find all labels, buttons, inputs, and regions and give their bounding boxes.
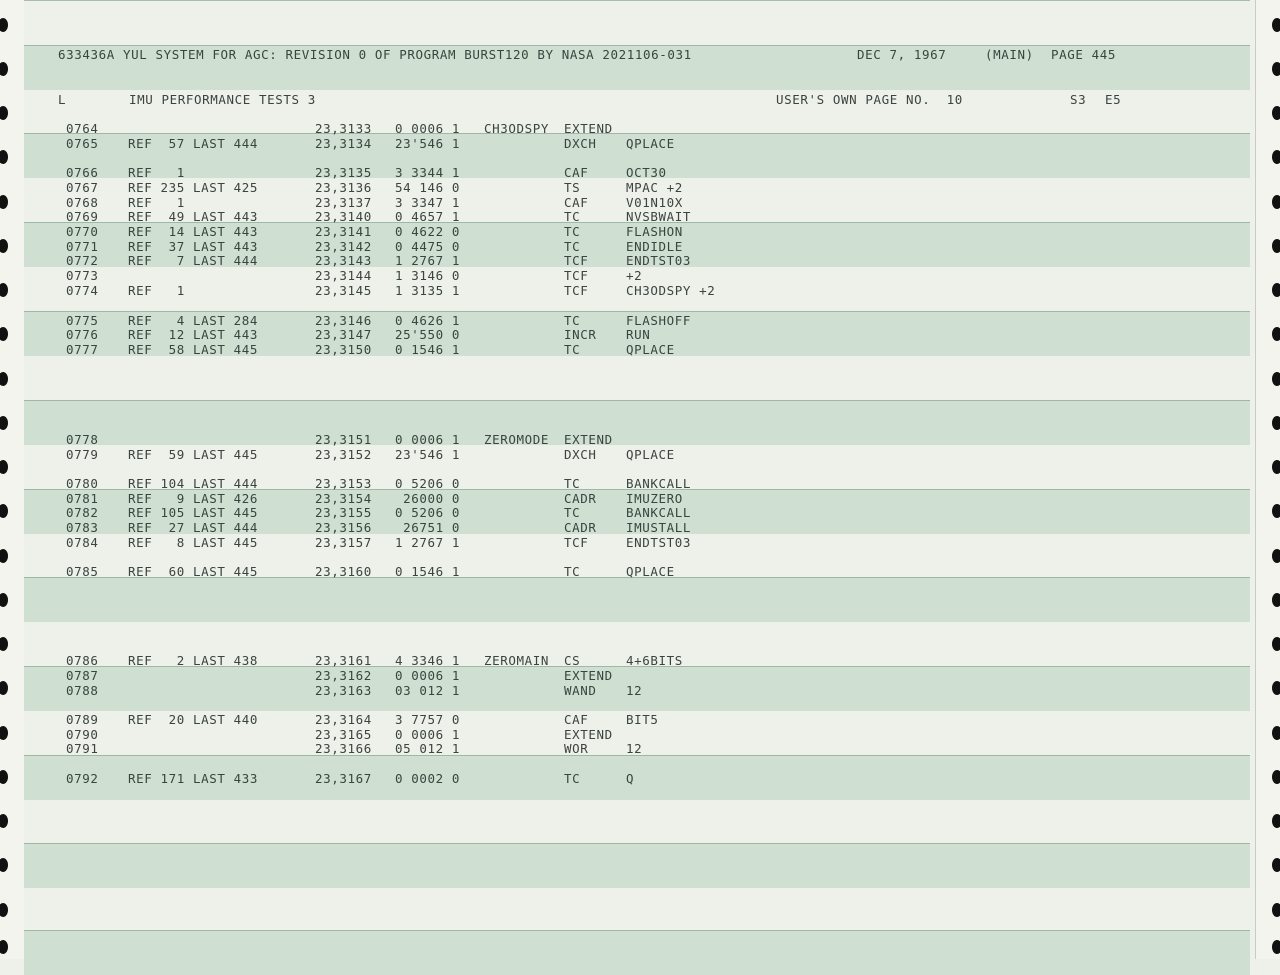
symbol-label: ZEROMAIN <box>484 653 550 668</box>
address: 23,3165 <box>315 727 372 742</box>
opcode: TCF <box>564 268 589 283</box>
ref-column: REF 104 LAST 444 <box>128 476 259 491</box>
octal-code: 3 3347 1 <box>395 195 461 210</box>
octal-code: 26751 0 <box>395 520 461 535</box>
operand: RUN <box>626 327 651 342</box>
operand: +2 <box>626 268 643 283</box>
operand: ENDIDLE <box>626 239 683 254</box>
opcode: WOR <box>564 741 589 756</box>
sprocket-hole <box>0 150 8 164</box>
octal-code: 0 1546 1 <box>395 564 461 579</box>
address: 23,3153 <box>315 476 372 491</box>
line-number: 0789 <box>66 712 99 727</box>
sprocket-hole <box>1272 327 1280 341</box>
opcode: TS <box>564 180 581 195</box>
octal-code: 23'546 1 <box>395 136 461 151</box>
octal-code: 0 0002 0 <box>395 771 461 786</box>
octal-code: 0 5206 0 <box>395 505 461 520</box>
line-number: 0779 <box>66 447 99 462</box>
ref-column: REF 9 LAST 426 <box>128 491 259 506</box>
line-number: 0773 <box>66 268 99 283</box>
opcode: DXCH <box>564 136 597 151</box>
sprocket-hole <box>0 814 8 828</box>
sprocket-hole <box>0 372 8 386</box>
operand: NVSBWAIT <box>626 209 692 224</box>
address: 23,3134 <box>315 136 372 151</box>
line-number: 0769 <box>66 209 99 224</box>
opcode: CS <box>564 653 581 668</box>
sprocket-hole <box>0 549 8 563</box>
sprocket-hole <box>1272 637 1280 651</box>
address: 23,3146 <box>315 313 372 328</box>
ref-column: REF 105 LAST 445 <box>128 505 259 520</box>
operand: FLASHOFF <box>626 313 692 328</box>
sprocket-hole <box>0 460 8 474</box>
green-bar <box>24 930 1250 975</box>
address: 23,3156 <box>315 520 372 535</box>
sprocket-hole <box>1272 770 1280 784</box>
sprocket-hole <box>1272 940 1280 954</box>
operand: FLASHON <box>626 224 683 239</box>
ref-column: REF 58 LAST 445 <box>128 342 259 357</box>
sprocket-hole <box>0 62 8 76</box>
line-number: 0775 <box>66 313 99 328</box>
ref-column: REF 7 LAST 444 <box>128 253 259 268</box>
octal-code: 0 4475 0 <box>395 239 461 254</box>
operand: IMUSTALL <box>626 520 692 535</box>
ref-column: REF 1 <box>128 165 185 180</box>
sprocket-hole <box>1272 150 1280 164</box>
ref-column: REF 57 LAST 444 <box>128 136 259 151</box>
operand: QPLACE <box>626 564 675 579</box>
line-number: 0781 <box>66 491 99 506</box>
octal-code: 3 3344 1 <box>395 165 461 180</box>
sprocket-hole <box>0 283 8 297</box>
operand: BANKCALL <box>626 476 692 491</box>
operand: 12 <box>626 683 643 698</box>
octal-code: 0 5206 0 <box>395 476 461 491</box>
octal-code: 1 3146 0 <box>395 268 461 283</box>
sprocket-hole <box>1272 903 1280 917</box>
sprocket-hole <box>0 593 8 607</box>
right-tractor-strip <box>1255 0 1280 959</box>
opcode: TC <box>564 224 581 239</box>
line-number: 0768 <box>66 195 99 210</box>
address: 23,3155 <box>315 505 372 520</box>
octal-code: 23'546 1 <box>395 447 461 462</box>
line-number: 0783 <box>66 520 99 535</box>
octal-code: 0 1546 1 <box>395 342 461 357</box>
main-marker: (MAIN) <box>985 47 1034 62</box>
octal-code: 0 0006 1 <box>395 432 461 447</box>
opcode: TCF <box>564 535 589 550</box>
print-date: DEC 7, 1967 <box>857 47 947 62</box>
line-number: 0772 <box>66 253 99 268</box>
ref-column: REF 8 LAST 445 <box>128 535 259 550</box>
s3-marker: S3 <box>1070 92 1087 107</box>
sprocket-hole <box>0 726 8 740</box>
opcode: WAND <box>564 683 597 698</box>
sprocket-hole <box>1272 18 1280 32</box>
operand: CH3ODSPY +2 <box>626 283 716 298</box>
operand: ENDTST03 <box>626 535 692 550</box>
line-number: 0785 <box>66 564 99 579</box>
ref-column: REF 235 LAST 425 <box>128 180 259 195</box>
opcode: TCF <box>564 283 589 298</box>
address: 23,3144 <box>315 268 372 283</box>
line-number: 0788 <box>66 683 99 698</box>
address: 23,3143 <box>315 253 372 268</box>
opcode: CADR <box>564 491 597 506</box>
address: 23,3152 <box>315 447 372 462</box>
octal-code: 0 4657 1 <box>395 209 461 224</box>
ref-column: REF 59 LAST 445 <box>128 447 259 462</box>
sprocket-hole <box>1272 106 1280 120</box>
ref-column: REF 1 <box>128 195 185 210</box>
octal-code: 1 2767 1 <box>395 253 461 268</box>
ref-column: REF 1 <box>128 283 185 298</box>
address: 23,3154 <box>315 491 372 506</box>
address: 23,3140 <box>315 209 372 224</box>
octal-code: 25'550 0 <box>395 327 461 342</box>
ref-column: REF 14 LAST 443 <box>128 224 259 239</box>
green-bar <box>24 577 1250 622</box>
green-bar <box>24 843 1250 888</box>
octal-code: 0 4622 0 <box>395 224 461 239</box>
octal-code: 0 0006 1 <box>395 668 461 683</box>
octal-code: 0 4626 1 <box>395 313 461 328</box>
octal-code: 1 2767 1 <box>395 535 461 550</box>
operand: ENDTST03 <box>626 253 692 268</box>
address: 23,3137 <box>315 195 372 210</box>
address: 23,3150 <box>315 342 372 357</box>
opcode: INCR <box>564 327 597 342</box>
ref-column: REF 49 LAST 443 <box>128 209 259 224</box>
address: 23,3133 <box>315 121 372 136</box>
address: 23,3147 <box>315 327 372 342</box>
opcode: EXTEND <box>564 121 613 136</box>
sprocket-hole <box>0 18 8 32</box>
octal-code: 26000 0 <box>395 491 461 506</box>
address: 23,3142 <box>315 239 372 254</box>
sprocket-hole <box>0 327 8 341</box>
address: 23,3136 <box>315 180 372 195</box>
opcode: EXTEND <box>564 432 613 447</box>
ref-column: REF 2 LAST 438 <box>128 653 259 668</box>
sprocket-hole <box>0 770 8 784</box>
octal-code: 0 0006 1 <box>395 121 461 136</box>
line-number: 0764 <box>66 121 99 136</box>
operand: 4+6BITS <box>626 653 683 668</box>
ref-column: REF 27 LAST 444 <box>128 520 259 535</box>
opcode: TC <box>564 209 581 224</box>
line-number: 0776 <box>66 327 99 342</box>
octal-code: 4 3346 1 <box>395 653 461 668</box>
line-number: 0770 <box>66 224 99 239</box>
opcode: TC <box>564 771 581 786</box>
address: 23,3157 <box>315 535 372 550</box>
octal-code: 3 7757 0 <box>395 712 461 727</box>
sprocket-hole <box>0 195 8 209</box>
sprocket-hole <box>1272 726 1280 740</box>
octal-code: 05 012 1 <box>395 741 461 756</box>
opcode: CAF <box>564 712 589 727</box>
sprocket-hole <box>0 903 8 917</box>
operand: 12 <box>626 741 643 756</box>
ref-column: REF 12 LAST 443 <box>128 327 259 342</box>
sprocket-hole <box>1272 283 1280 297</box>
line-number: 0792 <box>66 771 99 786</box>
operand: V01N10X <box>626 195 683 210</box>
operand: QPLACE <box>626 136 675 151</box>
line-number: 0780 <box>66 476 99 491</box>
program-title: 633436A YUL SYSTEM FOR AGC: REVISION 0 OF PROGRAM BURST120 BY NASA 2021106-031 <box>58 47 692 62</box>
sprocket-hole <box>0 637 8 651</box>
line-number: 0782 <box>66 505 99 520</box>
address: 23,3163 <box>315 683 372 698</box>
line-number: 0778 <box>66 432 99 447</box>
octal-code: 0 0006 1 <box>395 727 461 742</box>
operand: BANKCALL <box>626 505 692 520</box>
left-tractor-strip <box>0 0 25 959</box>
operand: QPLACE <box>626 447 675 462</box>
sprocket-hole <box>1272 681 1280 695</box>
address: 23,3145 <box>315 283 372 298</box>
line-number: 0774 <box>66 283 99 298</box>
line-number: 0767 <box>66 180 99 195</box>
address: 23,3135 <box>315 165 372 180</box>
symbol-label: CH3ODSPY <box>484 121 550 136</box>
sprocket-hole <box>0 106 8 120</box>
opcode: TC <box>564 313 581 328</box>
opcode: CAF <box>564 195 589 210</box>
sprocket-hole <box>0 239 8 253</box>
opcode: TCF <box>564 253 589 268</box>
octal-code: 1 3135 1 <box>395 283 461 298</box>
opcode: TC <box>564 342 581 357</box>
operand: Q <box>626 771 635 786</box>
opcode: CADR <box>564 520 597 535</box>
sprocket-hole <box>0 416 8 430</box>
opcode: EXTEND <box>564 668 613 683</box>
users-page-number: USER'S OWN PAGE NO. 10 <box>776 92 963 107</box>
operand: OCT30 <box>626 165 667 180</box>
sprocket-hole <box>1272 504 1280 518</box>
line-number: 0771 <box>66 239 99 254</box>
ref-column: REF 4 LAST 284 <box>128 313 259 328</box>
opcode: EXTEND <box>564 727 613 742</box>
sprocket-hole <box>0 504 8 518</box>
opcode: TC <box>564 564 581 579</box>
opcode: DXCH <box>564 447 597 462</box>
line-number: 0777 <box>66 342 99 357</box>
octal-code: 54 146 0 <box>395 180 461 195</box>
sprocket-hole <box>1272 416 1280 430</box>
line-number: 0790 <box>66 727 99 742</box>
address: 23,3164 <box>315 712 372 727</box>
section-title: IMU PERFORMANCE TESTS 3 <box>129 92 316 107</box>
sprocket-hole <box>1272 814 1280 828</box>
ref-column: REF 20 LAST 440 <box>128 712 259 727</box>
line-number: 0786 <box>66 653 99 668</box>
address: 23,3141 <box>315 224 372 239</box>
line-number: 0765 <box>66 136 99 151</box>
sprocket-hole <box>1272 62 1280 76</box>
address: 23,3161 <box>315 653 372 668</box>
sprocket-hole <box>0 858 8 872</box>
opcode: TC <box>564 476 581 491</box>
sprocket-hole <box>1272 460 1280 474</box>
line-number: 0784 <box>66 535 99 550</box>
operand: IMUZERO <box>626 491 683 506</box>
address: 23,3166 <box>315 741 372 756</box>
address: 23,3162 <box>315 668 372 683</box>
octal-code: 03 012 1 <box>395 683 461 698</box>
line-number: 0766 <box>66 165 99 180</box>
sprocket-hole <box>1272 372 1280 386</box>
operand: BIT5 <box>626 712 659 727</box>
sprocket-hole <box>1272 858 1280 872</box>
rule-line <box>24 0 1250 1</box>
line-number: 0791 <box>66 741 99 756</box>
e5-marker: E5 <box>1105 92 1122 107</box>
ref-column: REF 37 LAST 443 <box>128 239 259 254</box>
address: 23,3167 <box>315 771 372 786</box>
operand: MPAC +2 <box>626 180 683 195</box>
opcode: TC <box>564 239 581 254</box>
address: 23,3160 <box>315 564 372 579</box>
ref-column: REF 171 LAST 433 <box>128 771 259 786</box>
sprocket-hole <box>1272 239 1280 253</box>
sprocket-hole <box>0 940 8 954</box>
symbol-label: ZEROMODE <box>484 432 550 447</box>
address: 23,3151 <box>315 432 372 447</box>
line-number: 0787 <box>66 668 99 683</box>
green-bar <box>24 400 1250 445</box>
ref-column: REF 60 LAST 445 <box>128 564 259 579</box>
sprocket-hole <box>1272 195 1280 209</box>
operand: QPLACE <box>626 342 675 357</box>
log-marker: L <box>58 92 67 107</box>
sprocket-hole <box>1272 593 1280 607</box>
opcode: CAF <box>564 165 589 180</box>
opcode: TC <box>564 505 581 520</box>
page-number: PAGE 445 <box>1051 47 1117 62</box>
sprocket-hole <box>0 681 8 695</box>
sprocket-hole <box>1272 549 1280 563</box>
